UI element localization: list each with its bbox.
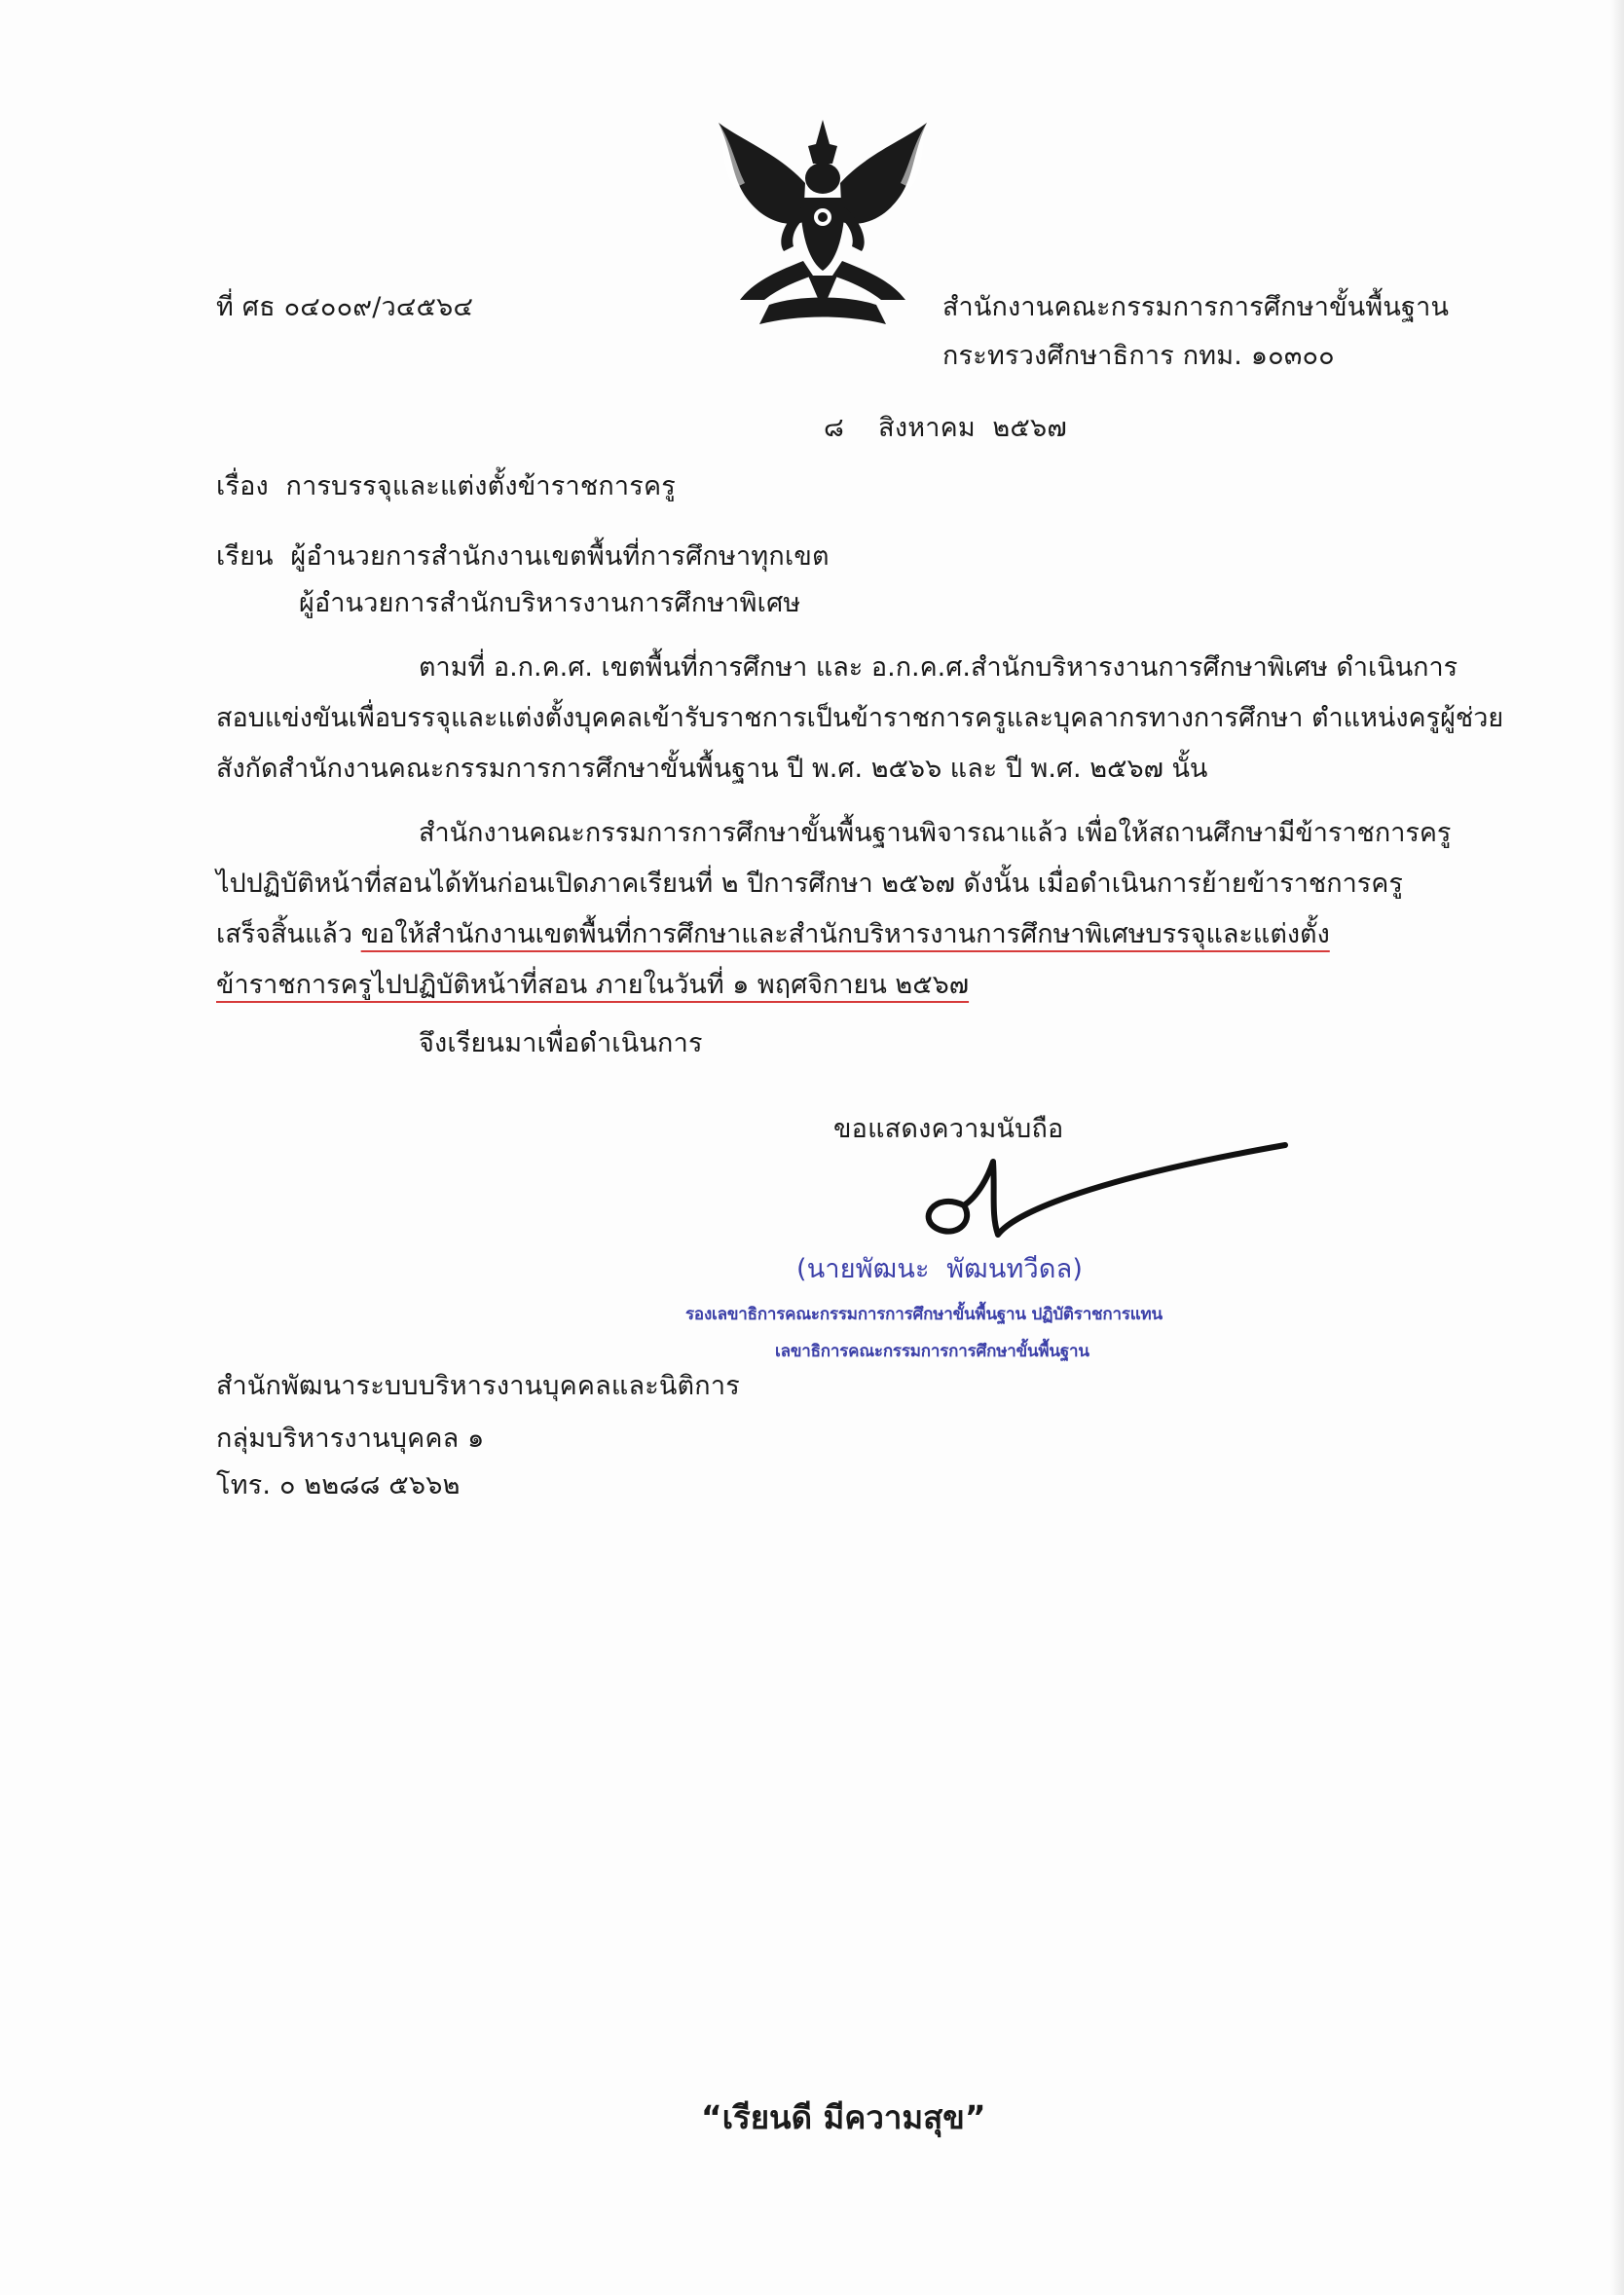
scan-edge-shadow <box>1610 0 1624 2295</box>
regards-text: ขอแสดงความนับถือ <box>833 1114 1064 1144</box>
sender-phone: โทร. ๐ ๒๒๘๘ ๕๖๖๒ <box>216 1470 461 1500</box>
body-paragraph-2 <box>216 808 1451 1011</box>
reference-number: ที่ ศธ ๐๔๐๐๙/ว๔๕๖๔ <box>216 292 474 322</box>
signatory-title-1: รองเลขาธิการคณะกรรมการการศึกษาขั้นพื้นฐาน ปฏิบัติราชการแทน <box>685 1305 1163 1324</box>
office-name: สำนักงานคณะกรรมการการศึกษาขั้นพื้นฐาน <box>942 292 1450 322</box>
addressee-line-2: ผู้อำนวยการสำนักบริหารงานการศึกษาพิเศษ <box>299 588 801 618</box>
addressee-text-1: ผู้อำนวยการสำนักงานเขตพื้นที่การศึกษาทุกเขต <box>290 541 830 572</box>
paragraph-1-line-2: สอบแข่งขันเพื่อบรรจุและแต่งตั้งบุคคลเข้ารับราชการเป็นข้าราชการครูและบุคลากรทางการศึกษา ตำแหน่งครูผู้ช่วย <box>216 703 1504 733</box>
paragraph-2-line-1: สำนักงานคณะกรรมการการศึกษาขั้นพื้นฐานพิจารณาแล้ว เพื่อให้สถานศึกษามีข้าราชการครู <box>419 818 1452 848</box>
addressee-label: เรียน <box>216 541 274 572</box>
paragraph-1-line-1: ตามที่ อ.ก.ค.ศ. เขตพื้นที่การศึกษา และ อ.ก.ค.ศ.สำนักบริหารงานการศึกษาพิเศษ ดำเนินการ <box>419 652 1458 683</box>
paragraph-2-line-4-underlined: ข้าราชการครูไปปฏิบัติหน้าที่สอน ภายในวันที่ ๑ พฤศจิกายน ๒๕๖๗ <box>216 970 970 1000</box>
signatory-title-2: เลขาธิการคณะกรรมการการศึกษาขั้นพื้นฐาน <box>775 1342 1089 1361</box>
paragraph-2-line-3 <box>216 909 1451 960</box>
subject-label: เรื่อง <box>216 471 269 501</box>
paragraph-2-line-4 <box>216 960 1451 1011</box>
sender-group: กลุ่มบริหารงานบุคคล ๑ <box>216 1424 485 1454</box>
paragraph-1-line-3: สังกัดสำนักงานคณะกรรมการการศึกษาขั้นพื้นฐาน ปี พ.ศ. ๒๕๖๖ และ ปี พ.ศ. ๒๕๖๗ นั้น <box>216 754 1208 784</box>
subject-line <box>216 467 676 506</box>
footer-slogan: “เรียนดี มีความสุข” <box>701 2098 986 2136</box>
office-address: กระทรวงศึกษาธิการ กทม. ๑๐๓๐๐ <box>942 341 1335 371</box>
subject-text: การบรรจุและแต่งตั้งข้าราชการครู <box>285 471 676 501</box>
paragraph-2-line-3-plain: เสร็จสิ้นแล้ว <box>216 919 361 949</box>
closing-request: จึงเรียนมาเพื่อดำเนินการ <box>419 1028 703 1058</box>
signatory-name: (นายพัฒนะ พัฒนทวีดล) <box>796 1254 1084 1284</box>
garuda-emblem-icon <box>711 115 935 334</box>
body-paragraph-1 <box>216 643 1503 795</box>
letter-date: ๘ สิงหาคม ๒๕๖๗ <box>824 413 1067 443</box>
addressee-line-1 <box>216 537 830 576</box>
sender-department: สำนักพัฒนาระบบบริหารงานบุคคลและนิติการ <box>216 1371 740 1401</box>
paragraph-2-line-2: ไปปฏิบัติหน้าที่สอนได้ทันก่อนเปิดภาคเรียนที่ ๒ ปีการศึกษา ๒๕๖๗ ดังนั้น เมื่อดำเนินการย้ายข้าราชการครู <box>216 869 1403 899</box>
paragraph-2-line-3-underlined: ขอให้สำนักงานเขตพื้นที่การศึกษาและสำนักบริหารงานการศึกษาพิเศษบรรจุและแต่งตั้ง <box>360 919 1330 949</box>
handwritten-signature <box>905 1137 1295 1254</box>
